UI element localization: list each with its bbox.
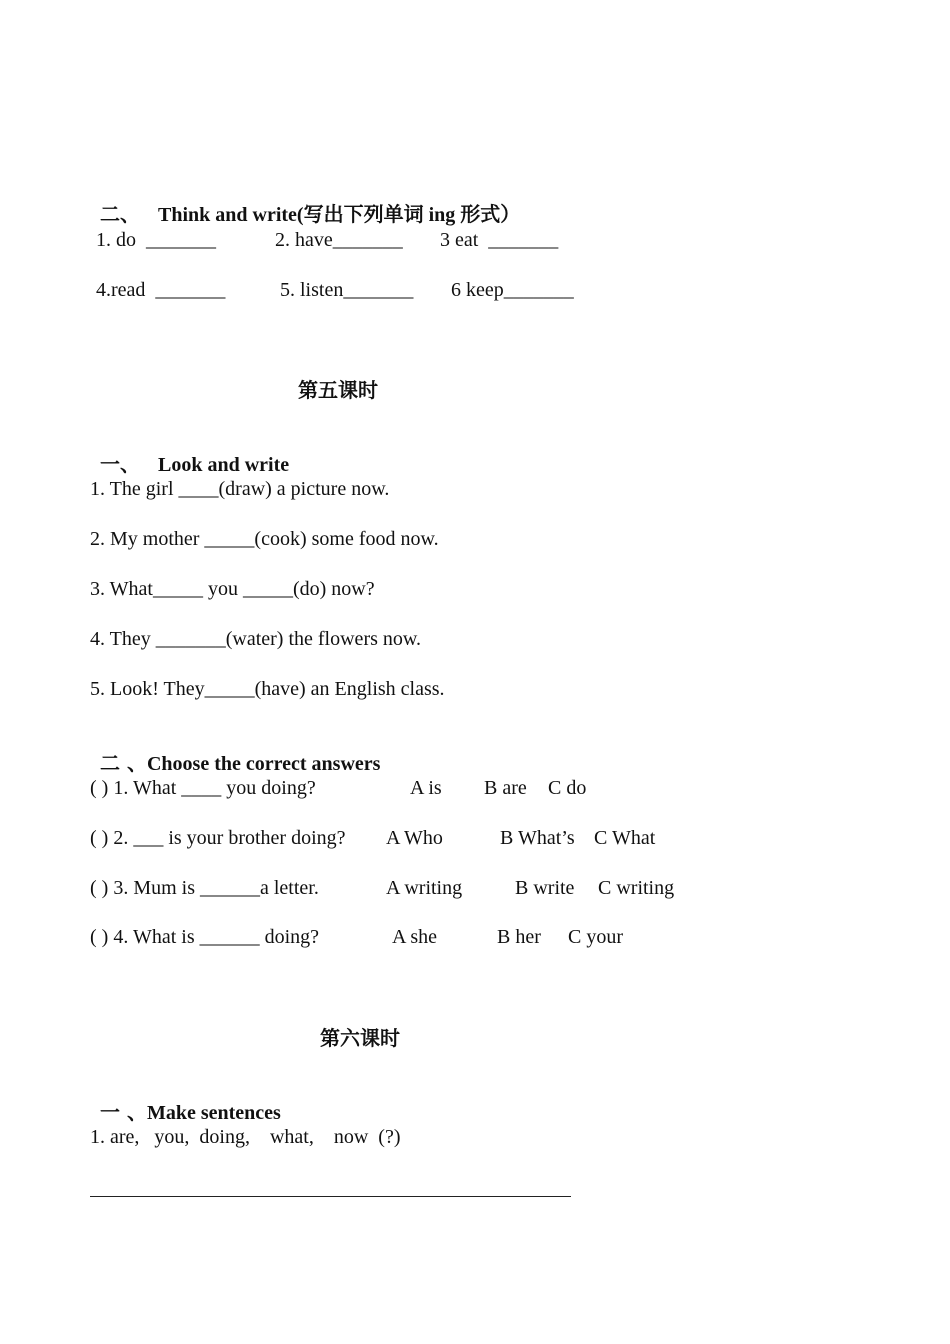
make-sentence-item-1: 1. are, you, doing, what, now (?) bbox=[90, 1126, 401, 1148]
option-a[interactable]: A is bbox=[410, 777, 442, 799]
question-text[interactable]: ( ) 4. What is ______ doing? bbox=[90, 926, 320, 948]
look-write-item-1[interactable]: 1. The girl ____(draw) a picture now. bbox=[90, 478, 390, 500]
lesson5-title: 第五课时 bbox=[298, 378, 378, 402]
part-number: 一、 bbox=[100, 452, 140, 476]
think-item-5[interactable]: 5. listen_______ bbox=[280, 279, 414, 301]
option-a[interactable]: A she bbox=[392, 926, 437, 948]
section-title-cn2: 形式） bbox=[460, 202, 521, 226]
answer-line[interactable] bbox=[90, 1196, 571, 1197]
option-b[interactable]: B are bbox=[484, 777, 527, 799]
question-text[interactable]: ( ) 3. Mum is ______a letter. bbox=[90, 877, 319, 899]
option-c[interactable]: C do bbox=[548, 777, 587, 799]
think-item-6[interactable]: 6 keep_______ bbox=[451, 279, 574, 301]
option-b[interactable]: B write bbox=[515, 877, 575, 899]
lesson5-part2-heading bbox=[90, 727, 380, 776]
question-text[interactable]: ( ) 1. What ____ you doing? bbox=[90, 777, 316, 799]
part-title: Choose the correct answers bbox=[146, 753, 381, 775]
section-title-en: Think and write( bbox=[158, 204, 304, 226]
look-write-item-5[interactable]: 5. Look! They_____(have) an English class. bbox=[90, 678, 445, 700]
think-item-4[interactable]: 4.read _______ bbox=[96, 279, 226, 301]
section-title-cn: 写出下列单词 bbox=[303, 202, 424, 226]
section-number: 二、 bbox=[100, 202, 140, 226]
think-item-3[interactable]: 3 eat _______ bbox=[440, 229, 559, 251]
option-c[interactable]: C your bbox=[568, 926, 623, 948]
lesson6-part1-heading bbox=[90, 1076, 281, 1125]
part-title: Make sentences bbox=[146, 1102, 281, 1124]
option-b[interactable]: B her bbox=[497, 926, 541, 948]
option-a[interactable]: A writing bbox=[386, 877, 463, 899]
option-b[interactable]: B What’s bbox=[500, 827, 575, 849]
look-write-item-2[interactable]: 2. My mother _____(cook) some food now. bbox=[90, 528, 439, 550]
look-write-item-3[interactable]: 3. What_____ you _____(do) now? bbox=[90, 578, 375, 600]
option-c[interactable]: C writing bbox=[598, 877, 675, 899]
think-item-2[interactable]: 2. have_______ bbox=[275, 229, 403, 251]
part-number: 一 、 bbox=[100, 1100, 147, 1124]
part-title: Look and write bbox=[158, 454, 290, 476]
lesson5-part1-heading bbox=[90, 428, 289, 477]
option-a[interactable]: A Who bbox=[386, 827, 443, 849]
section-think-heading bbox=[90, 178, 520, 227]
think-item-1[interactable]: 1. do _______ bbox=[96, 229, 216, 251]
lesson6-title: 第六课时 bbox=[320, 1026, 400, 1050]
look-write-item-4[interactable]: 4. They _______(water) the flowers now. bbox=[90, 628, 422, 650]
section-title-tail: ing bbox=[423, 204, 461, 226]
part-number: 二 、 bbox=[100, 751, 147, 775]
option-c[interactable]: C What bbox=[594, 827, 656, 849]
question-text[interactable]: ( ) 2. ___ is your brother doing? bbox=[90, 827, 346, 849]
